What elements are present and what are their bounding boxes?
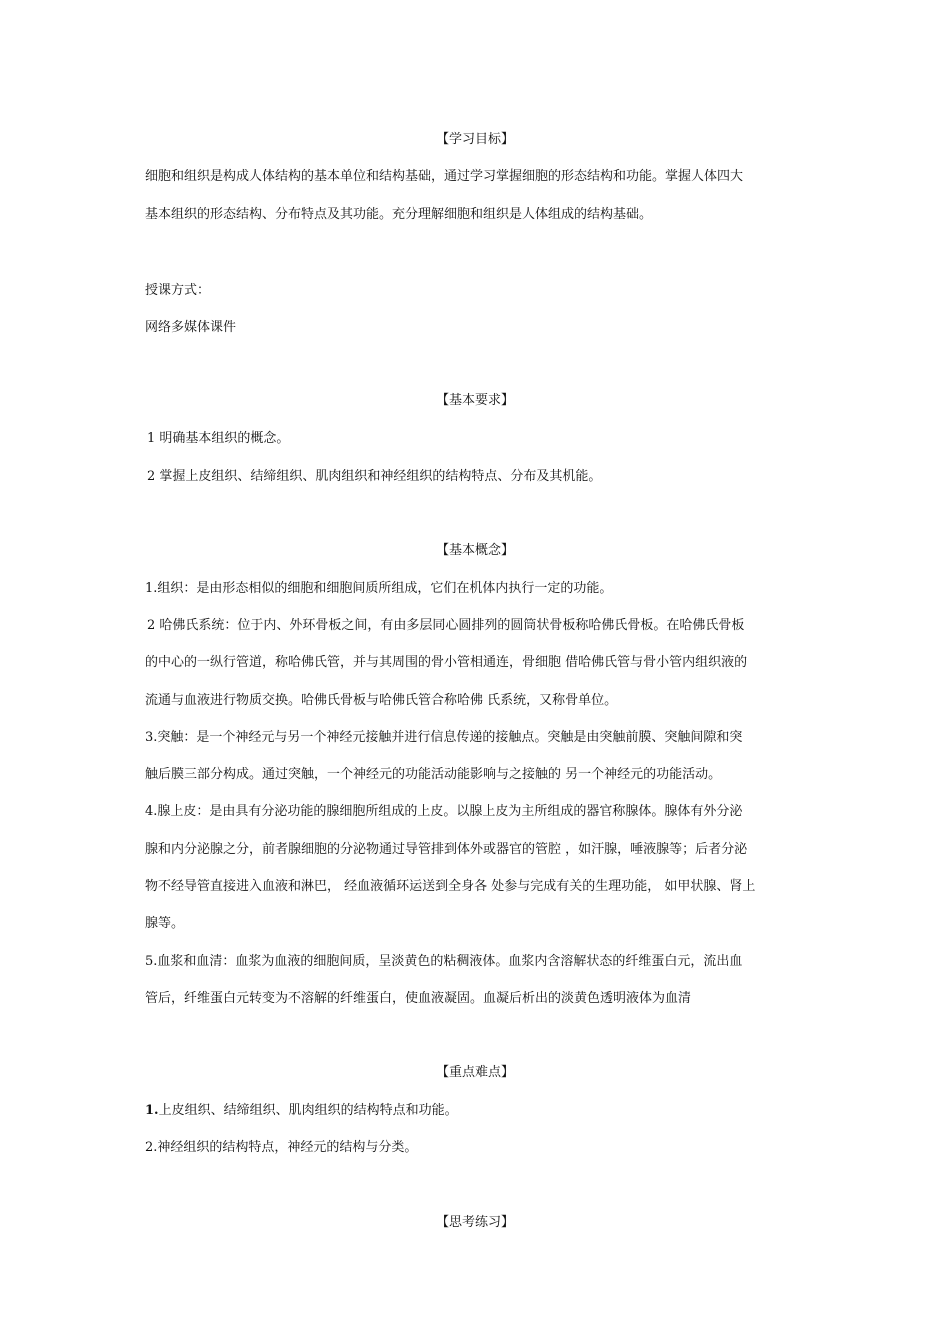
concept-line-11: 5.血浆和血清：血浆为血液的细胞间质，呈淡黄色的粘稠液体。血浆内含溶解状态的纤维蛋白元，流出血 bbox=[145, 954, 743, 969]
teaching-method-value: 网络多媒体课件 bbox=[145, 320, 237, 335]
concept-line-6: 触后膜三部分构成。通过突触，一个神经元的功能活动能影响与之接触的 另一个神经元的功能活动。 bbox=[145, 767, 722, 782]
requirements-heading: 【基本要求】 bbox=[435, 393, 514, 408]
goals-heading: 【学习目标】 bbox=[435, 132, 514, 147]
requirement-item-1: 1 明确基本组织的概念。 bbox=[147, 431, 290, 446]
keypoints-heading: 【重点难点】 bbox=[435, 1065, 514, 1080]
concept-line-3: 的中心的一纵行管道，称哈佛氏管，并与其周围的骨小管相通连，骨细胞 借哈佛氏管与骨小管内组织液的 bbox=[145, 655, 748, 670]
keypoint-item-1-text: 上皮组织、结缔组织、肌肉组织的结构特点和功能。 bbox=[158, 1103, 458, 1118]
concepts-heading: 【基本概念】 bbox=[435, 543, 514, 558]
concept-line-5: 3.突触：是一个神经元与另一个神经元接触并进行信息传递的接触点。突触是由突触前膜、突触间隙和突 bbox=[145, 730, 743, 745]
keypoint-item-1 bbox=[145, 1099, 458, 1118]
concept-line-1: 1.组织：是由形态相似的细胞和细胞间质所组成，它们在机体内执行一定的功能。 bbox=[145, 581, 613, 596]
concept-line-12: 管后，纤维蛋白元转变为不溶解的纤维蛋白，使血液凝固。血凝后析出的淡黄色透明液体为血清 bbox=[145, 991, 692, 1006]
keypoint-item-2: 2.神经组织的结构特点，神经元的结构与分类。 bbox=[145, 1140, 418, 1155]
concept-line-2: 2 哈佛氏系统：位于内、外环骨板之间，有由多层同心圆排列的圆筒状骨板称哈佛氏骨板。在哈佛氏骨板 bbox=[147, 618, 745, 633]
requirement-item-2: 2 掌握上皮组织、结缔组织、肌肉组织和神经组织的结构特点、分布及其机能。 bbox=[147, 469, 602, 484]
concept-line-7: 4.腺上皮：是由具有分泌功能的腺细胞所组成的上皮。以腺上皮为主所组成的器官称腺体。腺体有外分泌 bbox=[145, 804, 743, 819]
teaching-method-label: 授课方式： bbox=[145, 283, 211, 298]
concept-line-10: 腺等。 bbox=[145, 916, 185, 931]
exercises-heading: 【思考练习】 bbox=[435, 1215, 514, 1230]
goals-line-1: 细胞和组织是构成人体结构的基本单位和结构基础，通过学习掌握细胞的形态结构和功能。掌握人体四大 bbox=[145, 169, 744, 184]
concept-line-9: 物不经导管直接进入血液和淋巴， 经血液循环运送到全身各 处参与完成有关的生理功能， 如甲状腺、肾上 bbox=[145, 879, 756, 894]
concept-line-8: 腺和内分泌腺之分，前者腺细胞的分泌物通过导管排到体外或器官的管腔 ，如汗腺，唾液腺等；后者分泌 bbox=[145, 842, 748, 857]
goals-line-2: 基本组织的形态结构、分布特点及其功能。充分理解细胞和组织是人体组成的结构基础。 bbox=[145, 207, 653, 222]
concept-line-4: 流通与血液进行物质交换。哈佛氏骨板与哈佛氏管合称哈佛 氏系统，又称骨单位。 bbox=[145, 693, 618, 708]
keypoint-item-1-number: 1. bbox=[145, 1103, 159, 1118]
